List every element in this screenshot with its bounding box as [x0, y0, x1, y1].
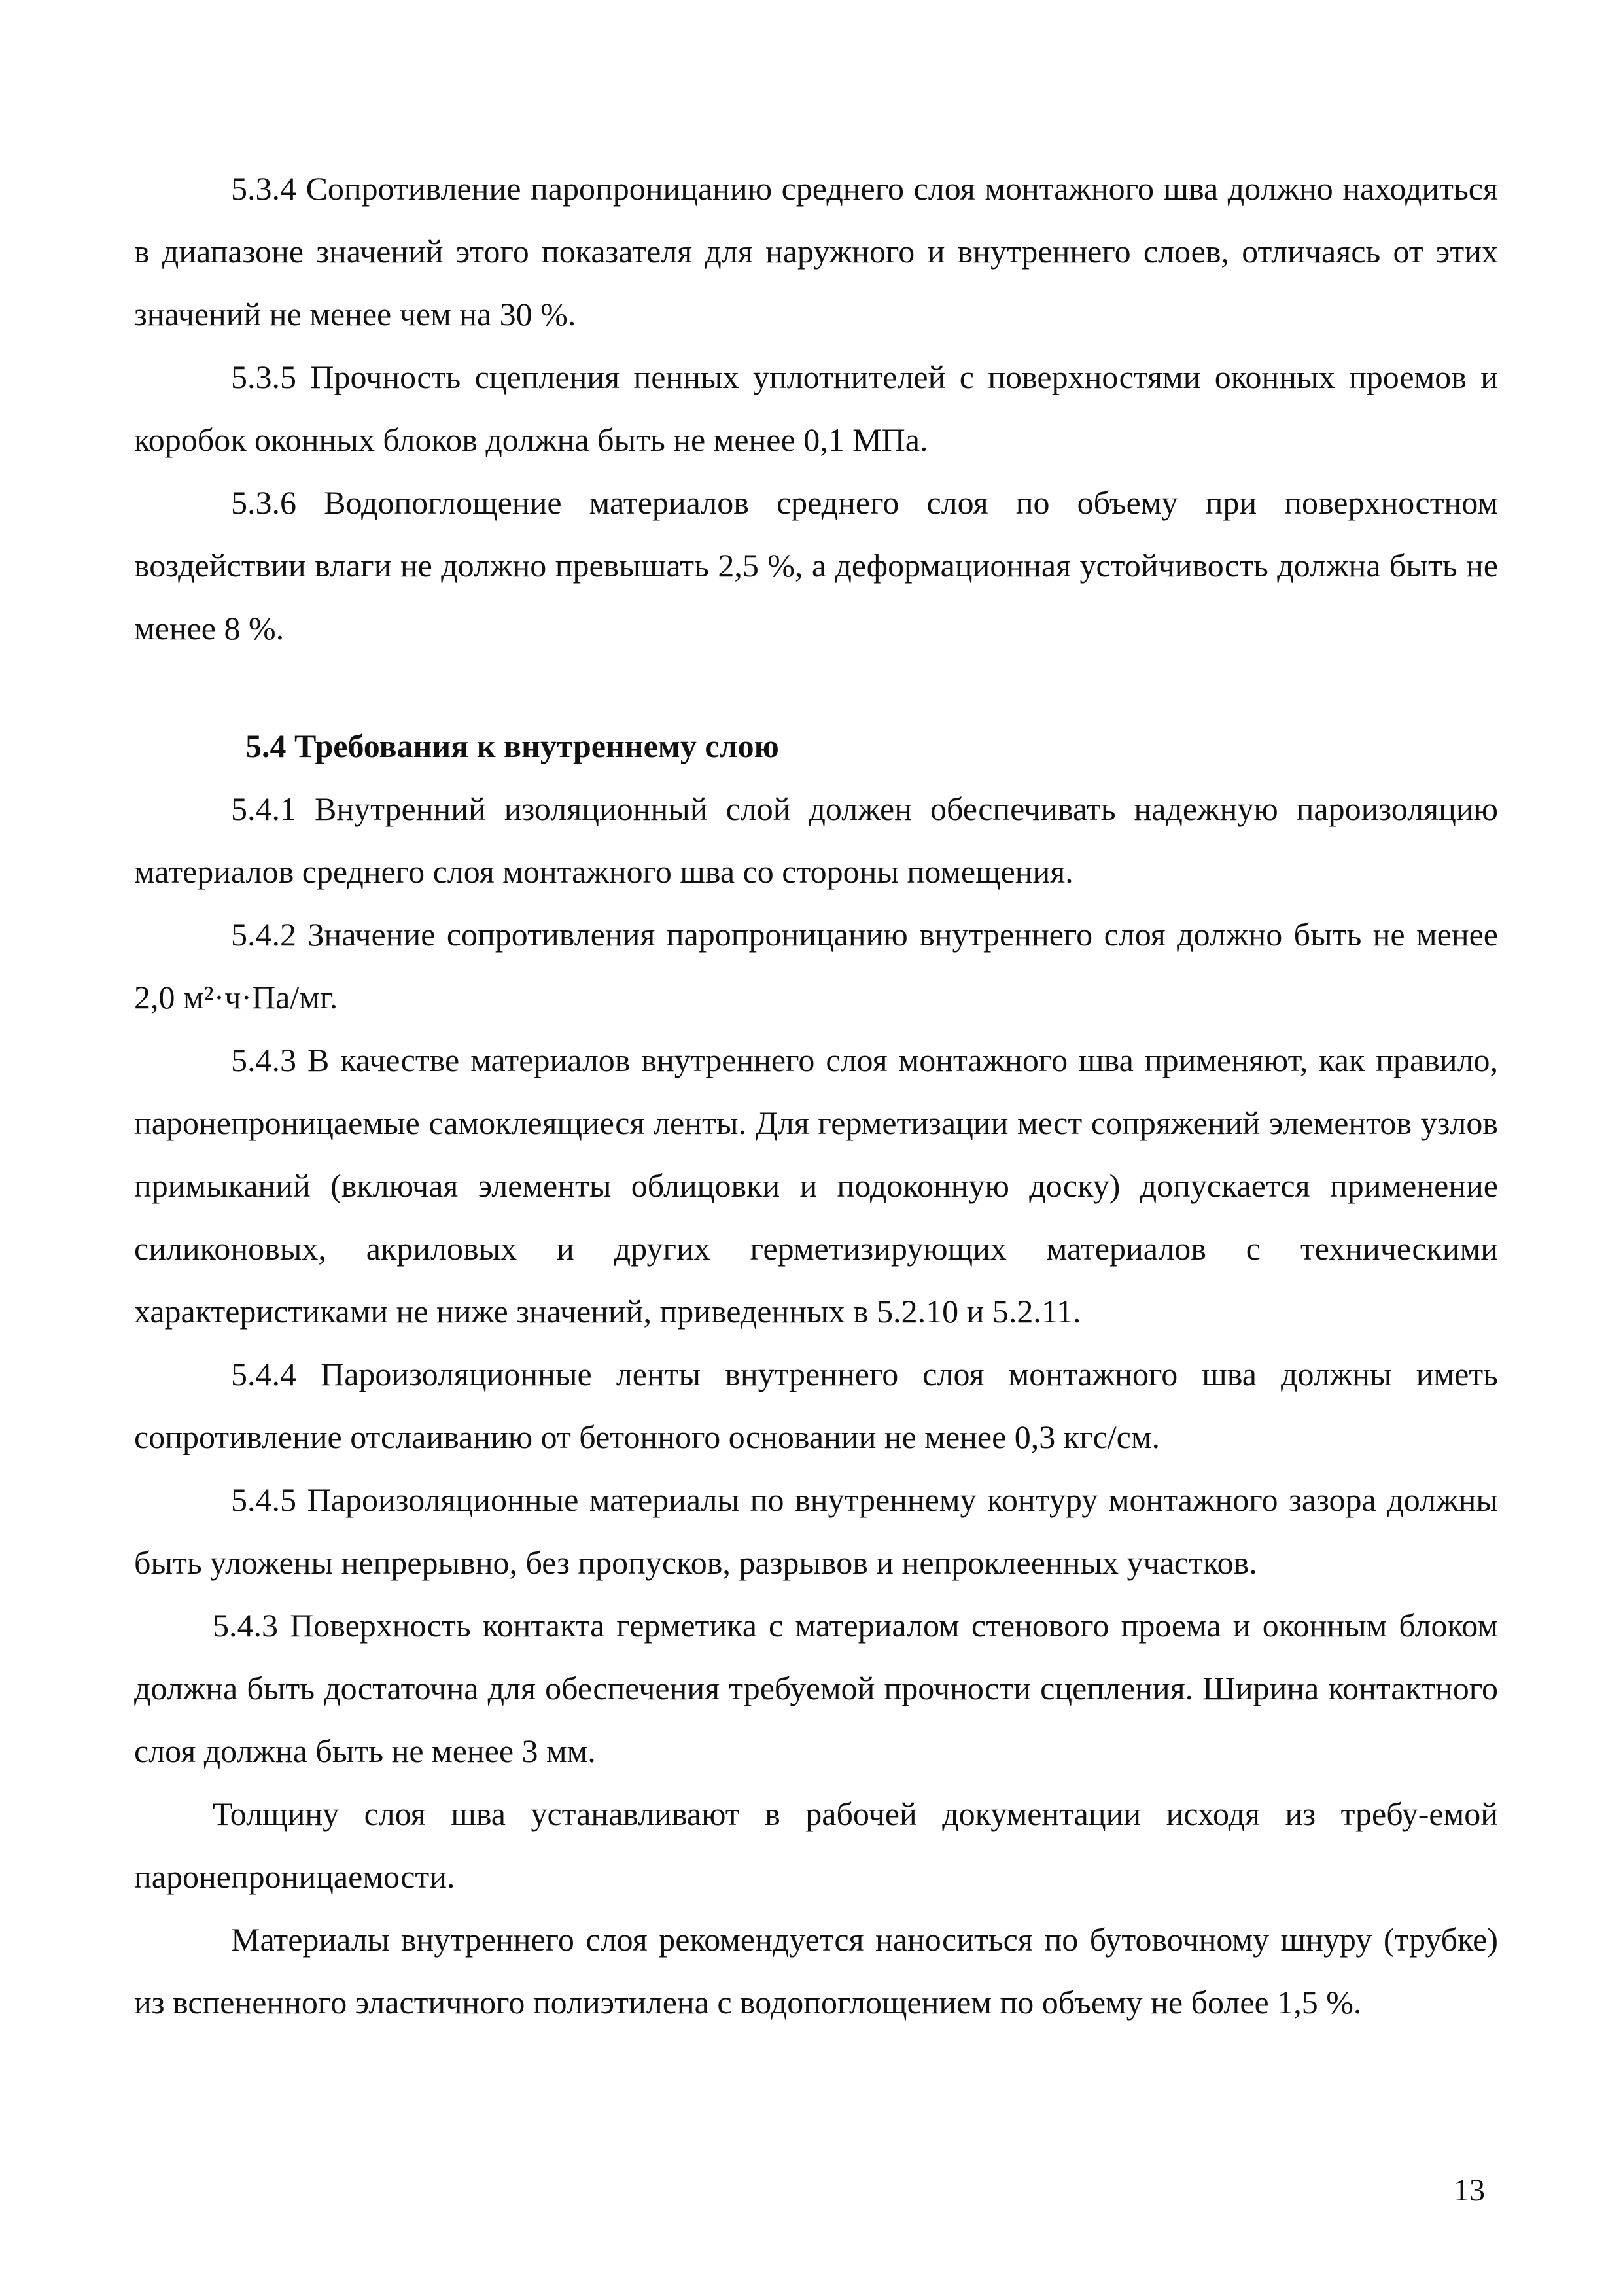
page-number: 13	[1454, 2173, 1485, 2208]
paragraph-5-3-6: 5.3.6 Водопоглощение материалов среднего слоя по объему при поверхностном воздействии влаги не должно превышать 2,5 %, а деформационная устойчивость должна быть не менее 8 %.	[134, 484, 1498, 646]
paragraph-5-4-3: 5.4.3 В качестве материалов внутреннего слоя монтажного шва применяют, как правило, паронепроницаемые самоклеящиеся ленты. Для герметизации мест сопряжений элементов узлов примыканий (включая элементы облицовки и подоконную доску) допускается применение силиконовых, акриловых и других герметизирующих материалов с техническими характеристиками не ниже значений, приведенных в 5.2.10 и 5.2.11.	[134, 1042, 1498, 1330]
section-heading-5-4: 5.4 Требования к внутреннему слою	[245, 728, 779, 764]
paragraph-5-3-4: 5.3.4 Сопротивление паропроницанию среднего слоя монтажного шва должно находиться в диапазоне значений этого показателя для наружного и внутреннего слоев, отличаясь от этих значений не менее чем на 30 %.	[134, 170, 1498, 332]
paragraph-5-4-5: 5.4.5 Пароизоляционные материалы по внутреннему контуру монтажного зазора должны быть уложены непрерывно, без пропусков, разрывов и непроклеенных участков.	[134, 1481, 1498, 1581]
paragraph-5-4-4: 5.4.4 Пароизоляционные ленты внутреннего слоя монтажного шва должны иметь сопротивление отслаиванию от бетонного основании не менее 0,3 кгс/см.	[134, 1356, 1498, 1455]
paragraph-inner-materials: Материалы внутреннего слоя рекомендуется наноситься по бутовочному шнуру (трубке) из вспененного эластичного полиэтилена с водопоглощением по объему не более 1,5 %.	[134, 1921, 1498, 2021]
page-body	[134, 157, 1498, 2034]
paragraph-layer-thickness: Толщину слоя шва устанавливают в рабочей документации исходя из требу-емой паронепроницаемости.	[134, 1795, 1498, 1895]
paragraph-5-4-3-contact: 5.4.3 Поверхность контакта герметика с материалом стенового проема и оконным блоком должна быть достаточна для обеспечения требуемой прочности сцепления. Ширина контактного слоя должна быть не менее 3 мм.	[134, 1607, 1498, 1769]
paragraph-5-3-5: 5.3.5 Прочность сцепления пенных уплотнителей с поверхностями оконных проемов и коробок оконных блоков должна быть не менее 0,1 МПа.	[134, 359, 1498, 458]
paragraph-5-4-1: 5.4.1 Внутренний изоляционный слой должен обеспечивать надежную пароизоляцию материалов среднего слоя монтажного шва со стороны помещения.	[134, 790, 1498, 890]
paragraph-5-4-2: 5.4.2 Значение сопротивления паропроницанию внутреннего слоя должно быть не менее 2,0 м²·ч·Па/мг.	[134, 916, 1498, 1016]
